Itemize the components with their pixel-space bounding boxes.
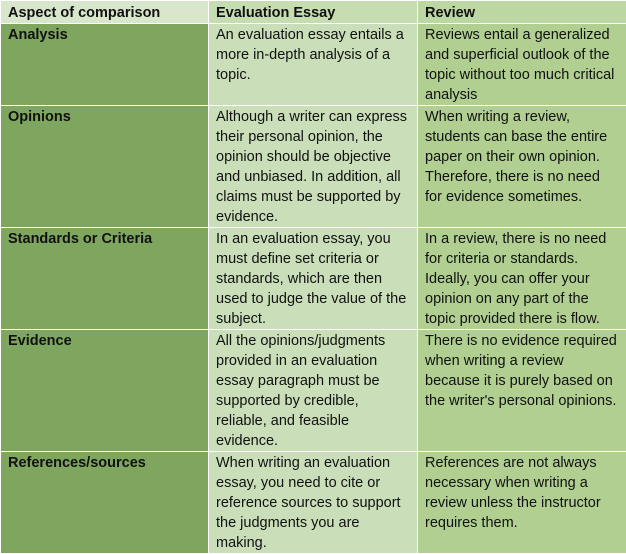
- row-label: Analysis: [1, 24, 209, 106]
- table-row: [1, 330, 626, 452]
- row-label: Evidence: [1, 330, 209, 452]
- table-row: [1, 24, 626, 106]
- header-review: Review: [418, 1, 626, 24]
- header-aspect: Aspect of comparison: [1, 1, 209, 24]
- review-cell: Reviews entail a generalized and superficial outlook of the topic without too much critical analysis: [418, 24, 626, 106]
- table-row: [1, 106, 626, 228]
- review-cell: There is no evidence required when writing a review because it is purely based on the writer's personal opinions.: [418, 330, 626, 452]
- review-cell: References are not always necessary when writing a review unless the instructor requires them.: [418, 452, 626, 554]
- header-evaluation-essay: Evaluation Essay: [209, 1, 418, 24]
- evaluation-cell: An evaluation essay entails a more in-depth analysis of a topic.: [209, 24, 418, 106]
- row-label: Standards or Criteria: [1, 228, 209, 330]
- table-row: [1, 228, 626, 330]
- evaluation-cell: Although a writer can express their personal opinion, the opinion should be objective and unbiased. In addition, all claims must be supported by evidence.: [209, 106, 418, 228]
- review-cell: In a review, there is no need for criteria or standards. Ideally, you can offer your opinion on any part of the topic provided there is flow.: [418, 228, 626, 330]
- row-label: References/sources: [1, 452, 209, 554]
- evaluation-cell: When writing an evaluation essay, you need to cite or reference sources to support the judgments you are making.: [209, 452, 418, 554]
- review-cell: When writing a review, students can base the entire paper on their own opinion. Therefore, there is no need for evidence sometimes.: [418, 106, 626, 228]
- table-row: [1, 452, 626, 554]
- row-label: Opinions: [1, 106, 209, 228]
- header-row: [1, 1, 626, 24]
- evaluation-cell: All the opinions/judgments provided in an evaluation essay paragraph must be supported by credible, reliable, and feasible evidence.: [209, 330, 418, 452]
- evaluation-cell: In an evaluation essay, you must define set criteria or standards, which are then used to judge the value of the subject.: [209, 228, 418, 330]
